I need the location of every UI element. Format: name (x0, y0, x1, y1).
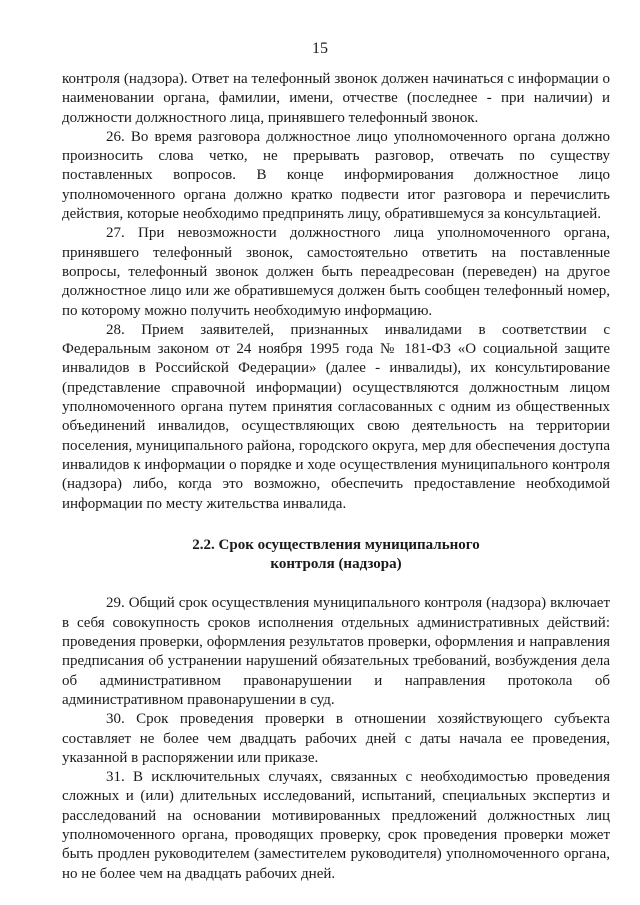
section-heading-line1: 2.2. Срок осуществления муниципального (192, 536, 480, 553)
section-heading-line2: контроля (надзора) (270, 556, 402, 573)
paragraph-27: 27. При невозможности должностного лица уполномоченного органа, принявшего телефонный звонок, самостоятельно ответить на поставленные вопросы, телефонный звонок должен быть переадресован (переведен) на другое должностное лицо или же обратившемуся должен быть сообщен телефонный номер, по которому можно получить необходимую информацию. (62, 225, 610, 319)
paragraph-28: 28. Прием заявителей, признанных инвалидами в соответствии с Федеральным законом от 24 ноября 1995 года № 181-ФЗ «О социальной защите инвалидов в Российской Федерации» (далее - инвалиды), их консультирование (представление справочной информации) осуществляются должностным лицом уполномоченного органа путем принятия согласованных с одним из общественных объединений инвалидов, осуществляющих свою деятельность на территории поселения, муниципального района, городского округа, мер для обеспечения доступа инвалидов к информации о порядке и ходе осуществления муниципального контроля (надзора) либо, когда это возможно, обеспечить предоставление необходимой информации по месту жительства инвалида. (62, 321, 610, 512)
document-body (62, 70, 610, 884)
paragraph-29: 29. Общий срок осуществления муниципального контроля (надзора) включает в себя совокупность сроков исполнения отдельных административных действий: проведения проверки, оформления результатов проверки, оформления и направления предписания об устранении нарушений обязательных требований, возбуждения дела об административном правонарушении и направления протокола об административном правонарушении в суд. (62, 595, 610, 708)
paragraph-31: 31. В исключительных случаях, связанных с необходимостью проведения сложных и (или) длительных исследований, испытаний, специальных экспертиз и расследований на основании мотивированных предложений должностных лиц уполномоченного органа, проводящих проверку, срок проведения проверки может быть продлен руководителем (заместителем руководителя) уполномоченного органа, но не более чем на двадцать рабочих дней. (62, 769, 610, 882)
section-heading (62, 536, 610, 575)
paragraph-30: 30. Срок проведения проверки в отношении хозяйствующего субъекта составляет не более чем двадцать рабочих дней с даты начала ее проведения, указанной в распоряжении или приказе. (62, 711, 610, 766)
paragraph-continuation: контроля (надзора). Ответ на телефонный звонок должен начинаться с информации о наименовании органа, фамилии, имени, отчестве (последнее - при наличии) и должности должностного лица, принявшего телефонный звонок. (62, 71, 610, 126)
page-number: 15 (312, 40, 328, 57)
paragraph-26: 26. Во время разговора должностное лицо уполномоченного органа должно произносить слова четко, не прерывать разговор, отвечать по существу поставленных вопросов. В конце информирования должностное лицо уполномоченного органа должно кратко подвести итог разговора и перечислить действия, которые необходимо предпринять лицу, обратившемуся за консультацией. (62, 128, 610, 223)
